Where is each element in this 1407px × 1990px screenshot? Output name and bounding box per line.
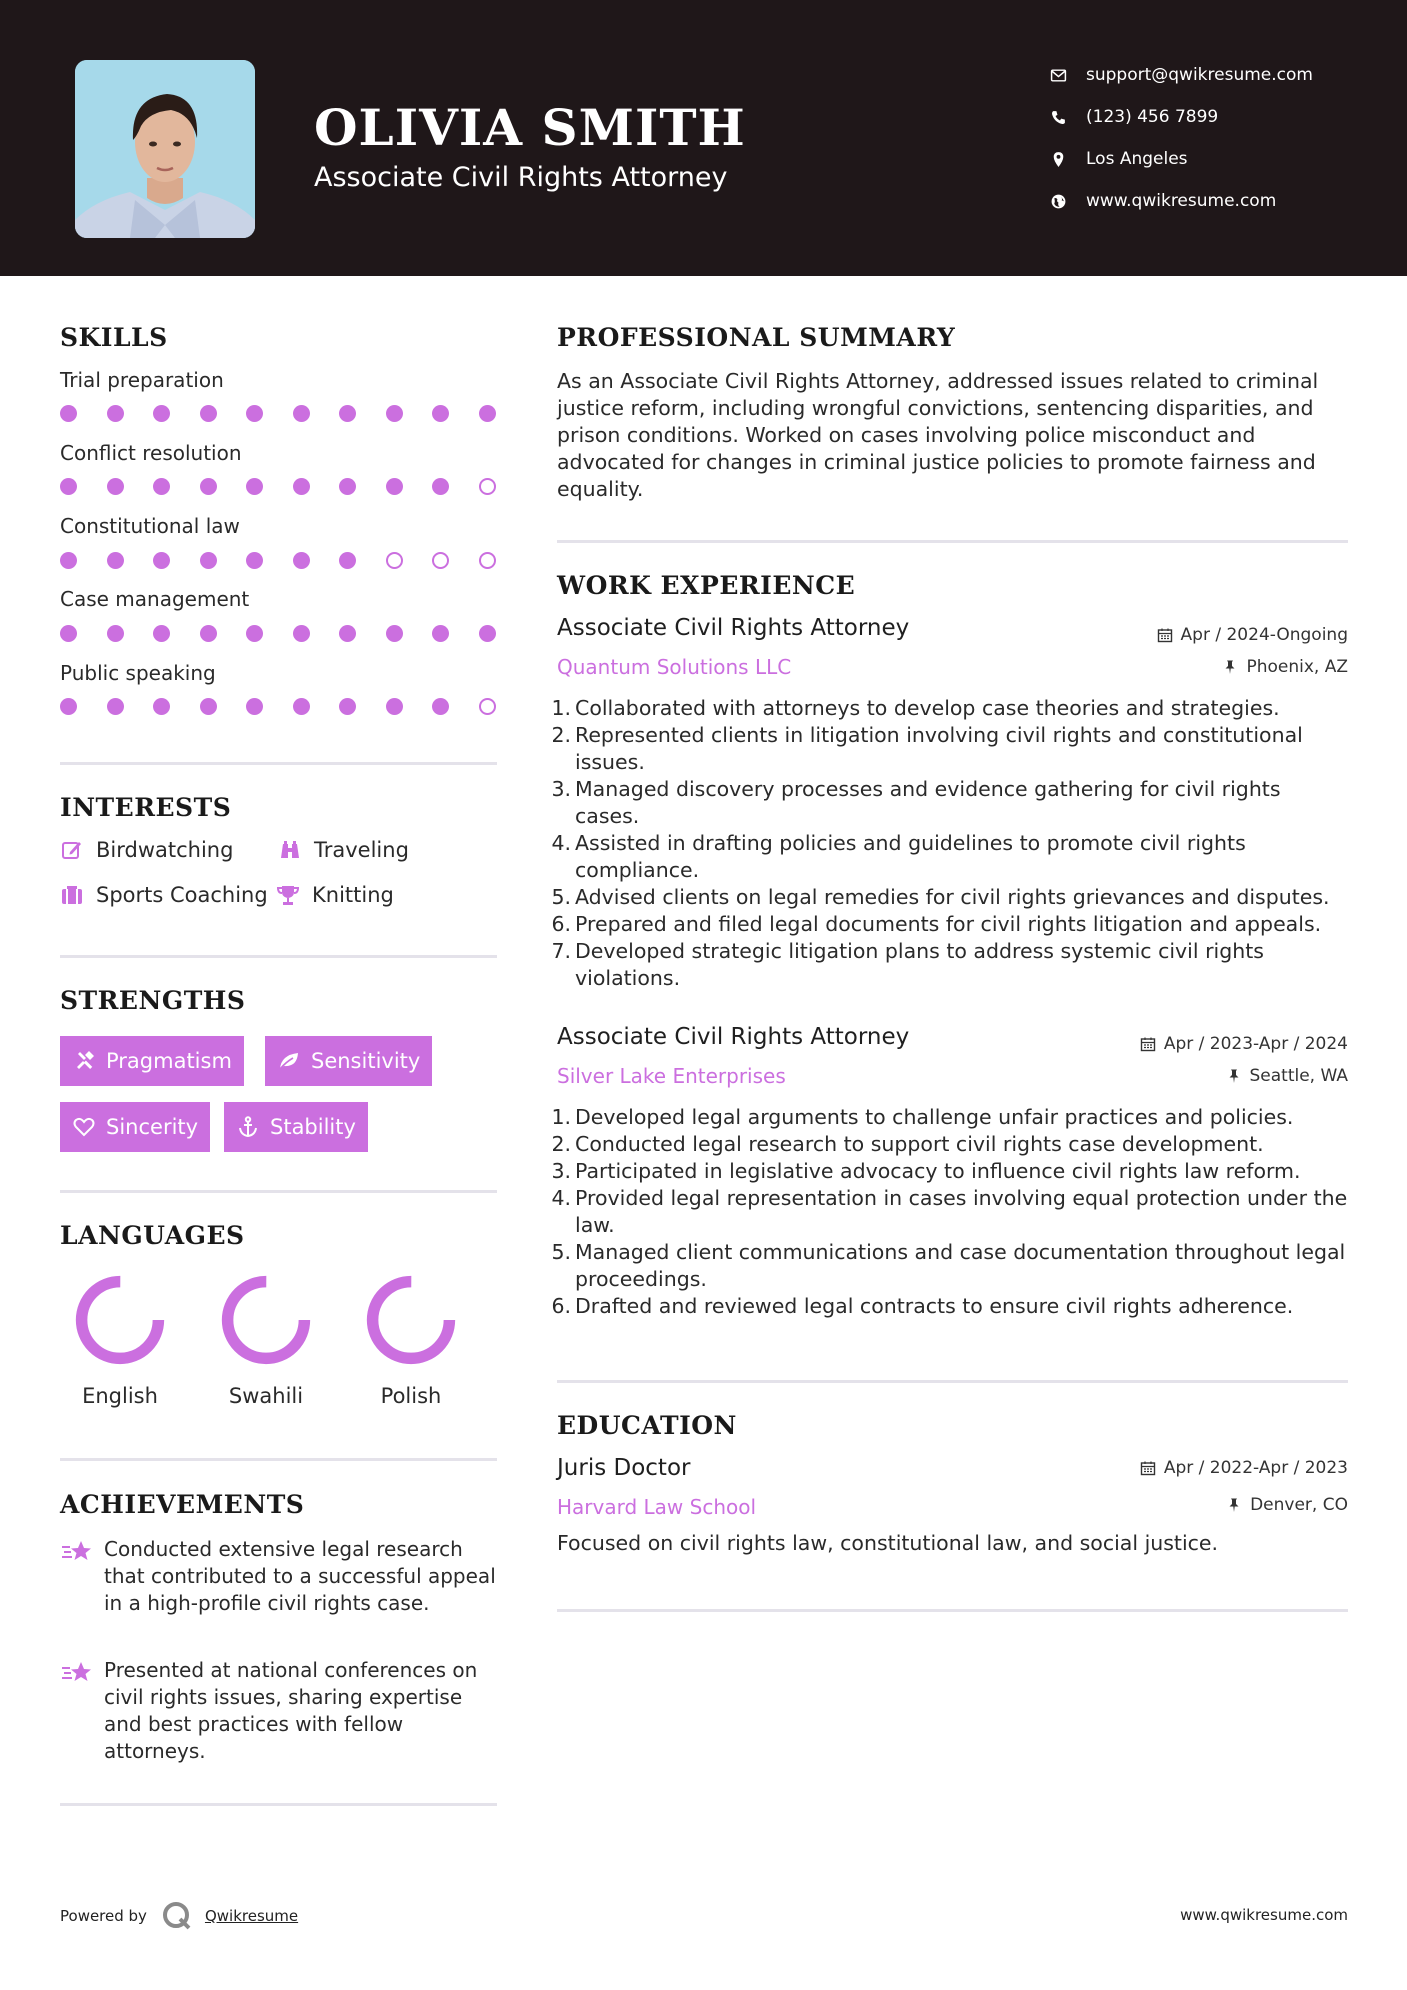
list-item: 7. Developed strategic litigation plans to address systemic civil rights violations. <box>551 938 1351 992</box>
contact-email[interactable] <box>1050 54 1313 96</box>
pushpin-icon <box>1226 1497 1242 1513</box>
pushpin-icon <box>1226 1068 1242 1084</box>
education-heading: EDUCATION <box>557 1411 737 1440</box>
contact-list <box>1050 54 1313 222</box>
calendar-icon <box>1140 1036 1156 1052</box>
job-location <box>1226 1066 1349 1086</box>
summary-text: As an Associate Civil Rights Attorney, addressed issues related to criminal justice reform, including wrongful convictions, sentencing disparities, and prison conditions. Worked on cases involving police misconduct and advocated for changes in criminal justice policies to promote fairness and equality. <box>557 369 1319 501</box>
rating-dot-empty <box>432 552 449 569</box>
bullet-text: Collaborated with attorneys to develop case theories and strategies. <box>575 696 1280 720</box>
skill-name: Public speaking <box>60 661 216 685</box>
rating-dot-filled <box>200 552 217 569</box>
rating-dot-filled <box>432 625 449 642</box>
rating-dot-filled <box>293 552 310 569</box>
interest-item <box>60 838 233 862</box>
bullet-text: Managed discovery processes and evidence gathering for civil rights cases. <box>575 777 1281 828</box>
company-name: Quantum Solutions LLC <box>557 655 792 679</box>
rating-dot-filled <box>153 405 170 422</box>
resume-header <box>0 0 1407 276</box>
job-location <box>1222 657 1348 677</box>
list-item: 4. Provided legal representation in cases involving equal protection under the law. <box>551 1185 1351 1239</box>
trophy-icon <box>276 883 312 907</box>
rating-dot-filled <box>432 698 449 715</box>
strength-label: Sensitivity <box>311 1049 421 1073</box>
rating-dot-filled <box>386 405 403 422</box>
skill-rating <box>60 625 500 645</box>
list-item: 1. Developed legal arguments to challenge unfair practices and policies. <box>551 1105 1294 1129</box>
job-title: Associate Civil Rights Attorney <box>557 615 910 641</box>
company-name: Silver Lake Enterprises <box>557 1064 786 1088</box>
rating-dot-filled <box>246 625 263 642</box>
rating-dot-filled <box>432 405 449 422</box>
strength-label: Stability <box>270 1115 356 1139</box>
skill-rating <box>60 478 500 498</box>
rating-dot-filled <box>60 552 77 569</box>
rating-dot-empty <box>479 698 496 715</box>
list-item: 4. Assisted in drafting policies and guidelines to promote civil rights compliance. <box>551 830 1351 884</box>
contact-location-text: Los Angeles <box>1086 149 1188 169</box>
rating-dot-filled <box>107 625 124 642</box>
calendar-icon <box>1140 1460 1156 1476</box>
rating-dot-filled <box>386 625 403 642</box>
section-divider <box>557 1609 1348 1612</box>
language-level-ring <box>72 1272 168 1368</box>
rating-dot-filled <box>293 405 310 422</box>
education-location <box>1226 1495 1348 1515</box>
achievement-item <box>60 1536 500 1617</box>
rating-dot-filled <box>386 698 403 715</box>
job-bullets <box>551 695 1351 992</box>
job-location-text: Phoenix, AZ <box>1246 657 1348 677</box>
language-name: Swahili <box>228 1384 304 1408</box>
list-item: 5. Advised clients on legal remedies for civil rights grievances and disputes. <box>551 885 1330 909</box>
job-dates-text: Apr / 2024-Ongoing <box>1180 625 1348 645</box>
leaf-icon <box>277 1049 301 1073</box>
rating-dot-filled <box>60 625 77 642</box>
profile-photo <box>75 60 255 238</box>
job-dates-text: Apr / 2023-Apr / 2024 <box>1163 1034 1348 1054</box>
interest-item <box>60 883 268 907</box>
heart-icon <box>72 1115 96 1139</box>
skills-heading: SKILLS <box>60 323 168 352</box>
shooting-star-icon <box>60 1536 104 1617</box>
achievement-text: Presented at national conferences on civil rights issues, sharing expertise and best practices with fellow attorneys. <box>104 1658 478 1763</box>
skill-name: Constitutional law <box>60 514 240 538</box>
envelope-icon <box>1050 67 1086 84</box>
rating-dot-filled <box>246 698 263 715</box>
bullet-text: Advised clients on legal remedies for civil rights grievances and disputes. <box>575 885 1330 909</box>
interest-label: Knitting <box>312 883 394 907</box>
job-location-text: Seattle, WA <box>1249 1066 1348 1086</box>
rating-dot-filled <box>293 625 310 642</box>
contact-website[interactable] <box>1050 180 1313 222</box>
list-item: 3. Managed discovery processes and evidence gathering for civil rights cases. <box>551 776 1351 830</box>
rating-dot-filled <box>293 698 310 715</box>
rating-dot-filled <box>479 625 496 642</box>
bullet-text: Developed legal arguments to challenge unfair practices and policies. <box>575 1105 1294 1129</box>
bullet-text: Participated in legislative advocacy to influence civil rights law reform. <box>575 1159 1301 1183</box>
degree-title: Juris Doctor <box>557 1455 691 1481</box>
education-dates-text: Apr / 2022-Apr / 2023 <box>1163 1458 1348 1478</box>
pushpin-icon <box>1222 659 1238 675</box>
achievements-heading: ACHIEVEMENTS <box>60 1490 305 1519</box>
rating-dot-filled <box>432 478 449 495</box>
section-divider <box>60 1458 497 1461</box>
rating-dot-filled <box>60 698 77 715</box>
job-bullets <box>551 1104 1351 1320</box>
job-title: Associate Civil Rights Attorney <box>557 1024 910 1050</box>
contact-phone[interactable] <box>1050 96 1313 138</box>
strength-tag <box>60 1036 244 1086</box>
contact-phone-text: (123) 456 7899 <box>1086 107 1219 127</box>
rating-dot-filled <box>386 478 403 495</box>
rating-dot-filled <box>246 405 263 422</box>
bullet-text: Managed client communications and case documentation throughout legal proceedings. <box>575 1240 1346 1291</box>
education-location-text: Denver, CO <box>1250 1495 1348 1515</box>
school-name: Harvard Law School <box>557 1495 757 1519</box>
rating-dot-filled <box>153 552 170 569</box>
pencil-square-icon <box>60 838 96 862</box>
section-divider <box>60 955 497 958</box>
bullet-text: Assisted in drafting policies and guidelines to promote civil rights compliance. <box>575 831 1246 882</box>
rating-dot-filled <box>107 552 124 569</box>
section-divider <box>60 1803 497 1806</box>
languages-heading: LANGUAGES <box>60 1221 245 1250</box>
list-item: 2. Represented clients in litigation involving civil rights and constitutional issues. <box>551 722 1351 776</box>
language-name: English <box>82 1384 158 1408</box>
section-divider <box>557 540 1348 543</box>
rating-dot-filled <box>107 698 124 715</box>
brand-link[interactable]: Qwikresume <box>204 1907 299 1925</box>
rating-dot-filled <box>339 405 356 422</box>
rating-dot-empty <box>479 478 496 495</box>
strength-tag <box>224 1102 368 1152</box>
strength-label: Sincerity <box>106 1115 199 1139</box>
contact-website-text: www.qwikresume.com <box>1086 191 1277 211</box>
list-item: 6. Prepared and filed legal documents for civil rights litigation and appeals. <box>551 912 1322 936</box>
list-item: 1. Collaborated with attorneys to develop case theories and strategies. <box>551 696 1280 720</box>
list-item: 2. Conducted legal research to support civil rights case development. <box>551 1132 1264 1156</box>
language-name: Polish <box>380 1384 442 1408</box>
rating-dot-filled <box>153 625 170 642</box>
interest-label: Birdwatching <box>96 838 234 862</box>
rating-dot-filled <box>60 405 77 422</box>
interest-label: Sports Coaching <box>96 883 268 907</box>
rating-dot-filled <box>200 698 217 715</box>
strength-tag <box>265 1036 432 1086</box>
job-dates <box>1140 1034 1348 1054</box>
gavel-icon <box>72 1049 96 1073</box>
candidate-role: Associate Civil Rights Attorney <box>314 162 728 193</box>
experience-heading: WORK EXPERIENCE <box>557 571 856 600</box>
rating-dot-filled <box>200 625 217 642</box>
skill-name: Case management <box>60 587 250 611</box>
rating-dot-empty <box>479 552 496 569</box>
strength-tag <box>60 1102 210 1152</box>
phone-icon <box>1050 109 1086 126</box>
bullet-text: Represented clients in litigation involving civil rights and constitutional issues. <box>575 723 1303 774</box>
language-level-ring <box>363 1272 459 1368</box>
skill-rating <box>60 698 500 718</box>
list-item: 5. Managed client communications and case documentation throughout legal proceedings. <box>551 1239 1351 1293</box>
contact-location <box>1050 138 1313 180</box>
rating-dot-filled <box>153 698 170 715</box>
rating-dot-filled <box>479 405 496 422</box>
job-dates <box>1157 625 1348 645</box>
anchor-icon <box>236 1115 260 1139</box>
bullet-text: Drafted and reviewed legal contracts to ensure civil rights adherence. <box>575 1294 1294 1318</box>
section-divider <box>60 1190 497 1193</box>
suitcase-icon <box>60 883 96 907</box>
rating-dot-filled <box>107 405 124 422</box>
rating-dot-filled <box>246 478 263 495</box>
powered-by-label: Powered by <box>60 1907 147 1925</box>
shooting-star-icon <box>60 1657 104 1765</box>
education-dates <box>1140 1458 1348 1478</box>
location-pin-icon <box>1050 151 1086 168</box>
rating-dot-filled <box>339 698 356 715</box>
section-divider <box>60 762 497 765</box>
interest-item <box>278 838 409 862</box>
bullet-text: Conducted legal research to support civil rights case development. <box>575 1132 1264 1156</box>
rating-dot-filled <box>200 405 217 422</box>
skill-name: Conflict resolution <box>60 441 242 465</box>
strength-label: Pragmatism <box>106 1049 232 1073</box>
list-item: 3. Participated in legislative advocacy to influence civil rights law reform. <box>551 1159 1301 1183</box>
summary-heading: PROFESSIONAL SUMMARY <box>557 323 956 352</box>
footer-website[interactable]: www.qwikresume.com <box>1180 1906 1348 1924</box>
footer-powered-by <box>60 1900 298 1932</box>
section-divider <box>557 1380 1348 1383</box>
rating-dot-empty <box>386 552 403 569</box>
bullet-text: Developed strategic litigation plans to address systemic civil rights violations. <box>575 939 1264 990</box>
education-description: Focused on civil rights law, constitutional law, and social justice. <box>557 1531 1219 1555</box>
interests-heading: INTERESTS <box>60 793 232 822</box>
bullet-text: Provided legal representation in cases involving equal protection under the law. <box>575 1186 1348 1237</box>
rating-dot-filled <box>60 478 77 495</box>
rating-dot-filled <box>200 478 217 495</box>
calendar-icon <box>1157 627 1173 643</box>
language-item <box>70 1272 170 1408</box>
language-level-ring <box>218 1272 314 1368</box>
binoculars-icon <box>278 838 314 862</box>
language-item <box>216 1272 316 1408</box>
list-item: 6. Drafted and reviewed legal contracts to ensure civil rights adherence. <box>551 1294 1294 1318</box>
interest-item <box>276 883 394 907</box>
language-item <box>361 1272 461 1408</box>
rating-dot-filled <box>339 552 356 569</box>
skill-rating <box>60 552 500 572</box>
bullet-text: Prepared and filed legal documents for civil rights litigation and appeals. <box>575 912 1322 936</box>
skill-name: Trial preparation <box>60 368 224 392</box>
candidate-name: OLIVIA SMITH <box>314 98 746 157</box>
strengths-heading: STRENGTHS <box>60 986 246 1015</box>
rating-dot-filled <box>107 478 124 495</box>
rating-dot-filled <box>339 478 356 495</box>
globe-icon <box>1050 193 1086 210</box>
achievement-item <box>60 1657 500 1765</box>
interest-label: Traveling <box>314 838 409 862</box>
rating-dot-filled <box>246 552 263 569</box>
rating-dot-filled <box>153 478 170 495</box>
skill-rating <box>60 405 500 425</box>
contact-email-text: support@qwikresume.com <box>1086 65 1313 85</box>
rating-dot-filled <box>339 625 356 642</box>
qwikresume-logo-icon <box>161 1900 193 1932</box>
achievement-text: Conducted extensive legal research that contributed to a successful appeal in a high-profile civil rights case. <box>104 1537 496 1615</box>
rating-dot-filled <box>293 478 310 495</box>
